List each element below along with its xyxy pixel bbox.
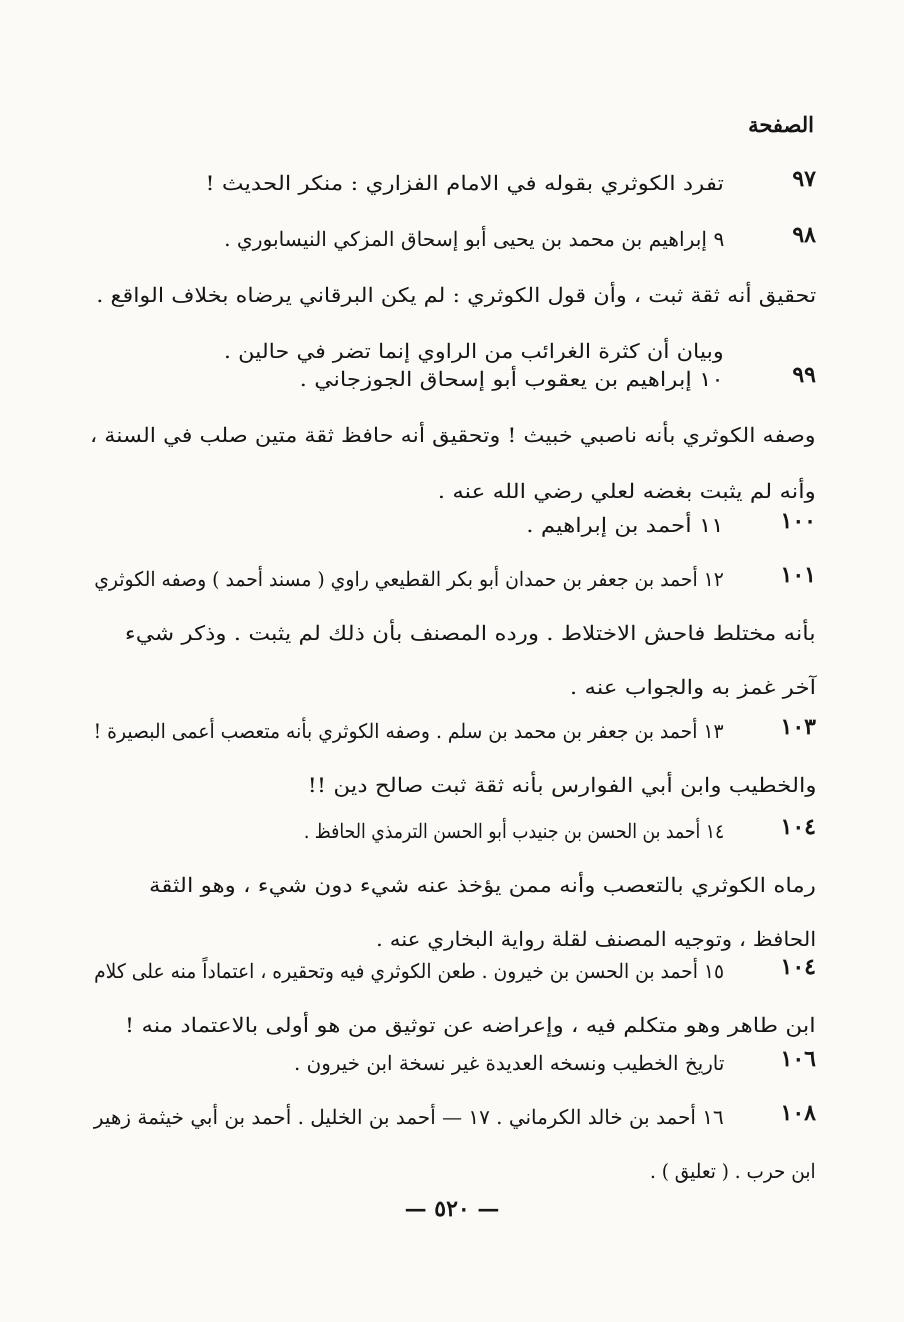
entry-text-line: آخر غمز به والجواب عنه .	[569, 675, 816, 699]
entry-page-number: ١٠٤	[780, 814, 816, 840]
entry-page-number: ١٠٨	[780, 1100, 816, 1126]
entry-page-number: ١٠٠	[780, 508, 816, 534]
entry-text-line: تحقيق أنه ثقة ثبت ، وأن قول الكوثري : لم يكن البرقاني يرضاه بخلاف الواقع .	[96, 283, 816, 307]
entry-page-number: ٩٨	[792, 222, 816, 248]
entry-text-line: وبيان أن كثرة الغرائب من الراوي إنما تضر في حالين .	[224, 339, 724, 363]
entry-page-number: ١٠١	[780, 562, 816, 588]
entry-text-line: ١٢ أحمد بن جعفر بن حمدان أبو بكر القطيعي راوي ( مسند أحمد ) وصفه الكوثري	[94, 567, 724, 591]
entry-text-line: تاريخ الخطيب ونسخه العديدة غير نسخة ابن خيرون .	[293, 1051, 724, 1075]
entry-text-line: وأنه لم يثبت بغضه لعلي رضي الله عنه .	[437, 479, 816, 503]
entry-text-line: ١١ أحمد بن إبراهيم .	[526, 513, 724, 537]
entry-text-line: وصفه الكوثري بأنه ناصبي خبيث ! وتحقيق أنه حافظ ثقة متين صلب في السنة ،	[90, 423, 816, 447]
entry-text-line: ابن طاهر وهو متكلم فيه ، وإعراضه عن توثيق من هو أولى بالاعتماد منه !	[125, 1013, 816, 1037]
entry-text-line: ١٦ أحمد بن خالد الكرماني . ١٧ — أحمد بن الخليل . أحمد بن أبي خيثمة زهير	[94, 1105, 724, 1129]
entry-page-number: ١٠٦	[780, 1046, 816, 1072]
page-number: — ٥٢٠ —	[404, 1196, 500, 1222]
entry-page-number: ١٠٣	[780, 714, 816, 740]
entry-text-line: ١٠ إبراهيم بن يعقوب أبو إسحاق الجوزجاني .	[299, 367, 724, 391]
entry-text-line: الحافظ ، وتوجيه المصنف لقلة رواية البخاري عنه .	[375, 927, 816, 951]
entry-text-line: والخطيب وابن أبي الفوارس بأنه ثقة ثبت صالح دين !!	[307, 773, 816, 797]
entry-page-number: ٩٧	[792, 166, 816, 192]
entry-text-line: ٩ إبراهيم بن محمد بن يحيى أبو إسحاق المزكي النيسابوري .	[223, 227, 724, 251]
page-column-header: الصفحة	[748, 112, 814, 137]
entry-text-line: بأنه مختلط فاحش الاختلاط . ورده المصنف بأن ذلك لم يثبت . وذكر شيء	[125, 621, 816, 645]
entry-text-line: ابن حرب . ( تعليق ) .	[650, 1159, 816, 1183]
entry-text-line: ١٣ أحمد بن جعفر بن محمد بن سلم . وصفه الكوثري بأنه متعصب أعمى البصيرة !	[94, 719, 724, 743]
entry-text-line: رماه الكوثري بالتعصب وأنه ممن يؤخذ عنه شيء دون شيء ، وهو الثقة	[149, 873, 816, 897]
entry-text-line: ١٤ أحمد بن الحسن بن جنيدب أبو الحسن الترمذي الحافظ .	[303, 819, 724, 843]
entry-page-number: ٩٩	[792, 362, 816, 388]
entry-page-number: ١٠٤	[780, 954, 816, 980]
entry-text-line: تفرد الكوثري بقوله في الامام الفزاري : منكر الحديث !	[205, 171, 724, 195]
entry-text-line: ١٥ أحمد بن الحسن بن خيرون . طعن الكوثري فيه وتحقيره ، اعتماداً منه على كلام	[94, 959, 724, 983]
